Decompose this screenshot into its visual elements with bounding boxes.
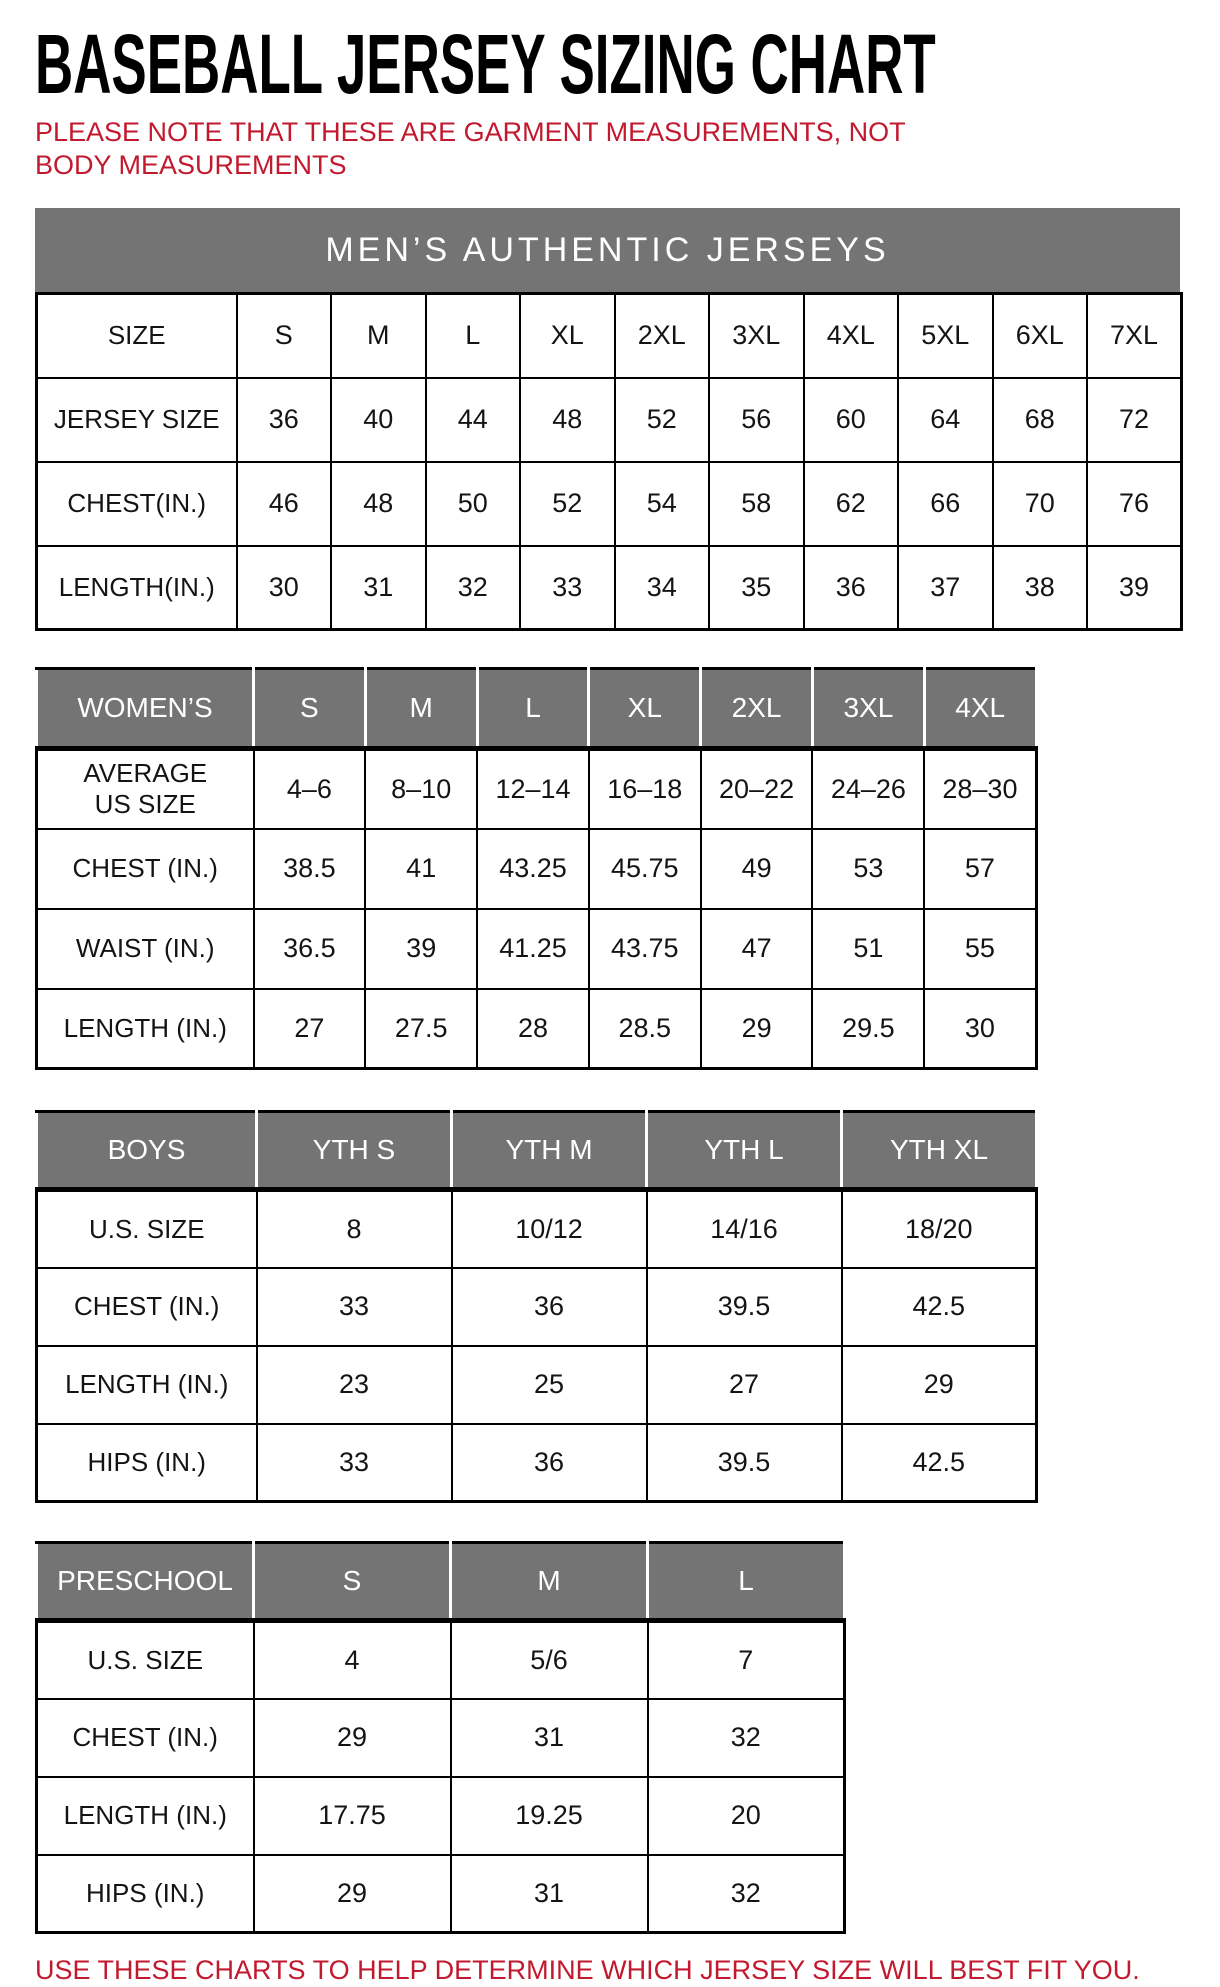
value-cell: 40 bbox=[331, 378, 426, 462]
value-cell: 29 bbox=[254, 1855, 451, 1933]
value-cell: 20–22 bbox=[701, 749, 813, 829]
value-cell: 52 bbox=[615, 378, 710, 462]
value-cell: 36 bbox=[452, 1268, 647, 1346]
row-label-cell: LENGTH (IN.) bbox=[37, 989, 254, 1069]
row-label-cell: U.S. SIZE bbox=[37, 1621, 254, 1699]
value-cell: 27.5 bbox=[365, 989, 477, 1069]
column-header-cell: YTH XL bbox=[842, 1112, 1037, 1190]
table-header-row bbox=[37, 1112, 1037, 1190]
table-row bbox=[37, 749, 1037, 829]
column-header-cell: 4XL bbox=[804, 294, 899, 378]
value-cell: 56 bbox=[709, 378, 804, 462]
value-cell: 35 bbox=[709, 546, 804, 630]
value-cell: 23 bbox=[257, 1346, 452, 1424]
womens-size-table bbox=[35, 667, 1038, 1070]
preschool-size-table bbox=[35, 1541, 846, 1934]
value-cell: 36.5 bbox=[254, 909, 366, 989]
column-header-cell: 3XL bbox=[812, 669, 924, 749]
column-header-cell: XL bbox=[520, 294, 615, 378]
table-row bbox=[37, 1699, 845, 1777]
table-row bbox=[37, 1424, 1037, 1502]
column-header-cell: 5XL bbox=[898, 294, 993, 378]
value-cell: 33 bbox=[257, 1424, 452, 1502]
value-cell: 58 bbox=[709, 462, 804, 546]
table-title-cell: BOYS bbox=[37, 1112, 257, 1190]
row-label-cell: CHEST (IN.) bbox=[37, 1268, 257, 1346]
mens-size-table bbox=[35, 292, 1183, 631]
value-cell: 25 bbox=[452, 1346, 647, 1424]
column-header-cell: M bbox=[365, 669, 477, 749]
womens-section bbox=[35, 667, 1185, 1070]
column-header-cell: L bbox=[477, 669, 589, 749]
table-header-row bbox=[37, 1543, 845, 1621]
row-label-text: AVERAGE US SIZE bbox=[83, 758, 208, 820]
value-cell: 39 bbox=[1087, 546, 1182, 630]
value-cell: 4 bbox=[254, 1621, 451, 1699]
value-cell: 4–6 bbox=[254, 749, 366, 829]
column-header-cell: 7XL bbox=[1087, 294, 1182, 378]
page-title: BASEBALL JERSEY SIZING CHART bbox=[35, 17, 936, 111]
garment-measurements-note: PLEASE NOTE THAT THESE ARE GARMENT MEASUREMENTS, NOT BODY MEASUREMENTS bbox=[35, 117, 906, 180]
row-label-cell: LENGTH (IN.) bbox=[37, 1777, 254, 1855]
value-cell: 53 bbox=[812, 829, 924, 909]
column-header-cell: YTH S bbox=[257, 1112, 452, 1190]
row-label-cell: SIZE bbox=[37, 294, 237, 378]
value-cell: 32 bbox=[426, 546, 521, 630]
value-cell: 38.5 bbox=[254, 829, 366, 909]
row-label-cell: LENGTH(IN.) bbox=[37, 546, 237, 630]
column-header-cell: YTH L bbox=[647, 1112, 842, 1190]
value-cell: 42.5 bbox=[842, 1424, 1037, 1502]
value-cell: 7 bbox=[648, 1621, 845, 1699]
value-cell: 31 bbox=[451, 1855, 648, 1933]
row-label-cell: HIPS (IN.) bbox=[37, 1855, 254, 1933]
table-header-row bbox=[37, 669, 1037, 749]
value-cell: 55 bbox=[924, 909, 1036, 989]
value-cell: 64 bbox=[898, 378, 993, 462]
column-header-cell: 2XL bbox=[701, 669, 813, 749]
column-header-cell: L bbox=[426, 294, 521, 378]
row-label-cell: CHEST (IN.) bbox=[37, 1699, 254, 1777]
table-title-cell: WOMEN’S bbox=[37, 669, 254, 749]
value-cell: 8 bbox=[257, 1190, 452, 1268]
table-row bbox=[37, 989, 1037, 1069]
value-cell: 70 bbox=[993, 462, 1088, 546]
column-header-cell: XL bbox=[589, 669, 701, 749]
column-header-cell: 2XL bbox=[615, 294, 710, 378]
value-cell: 66 bbox=[898, 462, 993, 546]
row-label-cell: U.S. SIZE bbox=[37, 1190, 257, 1268]
value-cell: 32 bbox=[648, 1699, 845, 1777]
value-cell: 34 bbox=[615, 546, 710, 630]
row-label-cell bbox=[37, 749, 254, 829]
table-row bbox=[37, 909, 1037, 989]
row-label-cell: JERSEY SIZE bbox=[37, 378, 237, 462]
row-label-cell: WAIST (IN.) bbox=[37, 909, 254, 989]
column-header-cell: 3XL bbox=[709, 294, 804, 378]
value-cell: 24–26 bbox=[812, 749, 924, 829]
value-cell: 14/16 bbox=[647, 1190, 842, 1268]
row-label-cell: HIPS (IN.) bbox=[37, 1424, 257, 1502]
preschool-section bbox=[35, 1541, 1185, 1934]
value-cell: 42.5 bbox=[842, 1268, 1037, 1346]
table-row bbox=[37, 1346, 1037, 1424]
value-cell: 31 bbox=[331, 546, 426, 630]
value-cell: 41.25 bbox=[477, 909, 589, 989]
value-cell: 28 bbox=[477, 989, 589, 1069]
value-cell: 32 bbox=[648, 1855, 845, 1933]
table-row bbox=[37, 1777, 845, 1855]
value-cell: 45.75 bbox=[589, 829, 701, 909]
column-header-cell: 4XL bbox=[924, 669, 1036, 749]
value-cell: 18/20 bbox=[842, 1190, 1037, 1268]
value-cell: 27 bbox=[647, 1346, 842, 1424]
value-cell: 28–30 bbox=[924, 749, 1036, 829]
table-row bbox=[37, 1268, 1037, 1346]
value-cell: 39.5 bbox=[647, 1268, 842, 1346]
value-cell: 31 bbox=[451, 1699, 648, 1777]
row-label-cell: CHEST (IN.) bbox=[37, 829, 254, 909]
column-header-cell: S bbox=[237, 294, 332, 378]
value-cell: 29 bbox=[701, 989, 813, 1069]
value-cell: 68 bbox=[993, 378, 1088, 462]
value-cell: 30 bbox=[924, 989, 1036, 1069]
value-cell: 51 bbox=[812, 909, 924, 989]
value-cell: 29 bbox=[254, 1699, 451, 1777]
value-cell: 39.5 bbox=[647, 1424, 842, 1502]
column-header-cell: M bbox=[451, 1543, 648, 1621]
mens-banner: MEN’S AUTHENTIC JERSEYS bbox=[35, 208, 1180, 292]
column-header-cell: YTH M bbox=[452, 1112, 647, 1190]
value-cell: 10/12 bbox=[452, 1190, 647, 1268]
value-cell: 62 bbox=[804, 462, 899, 546]
value-cell: 54 bbox=[615, 462, 710, 546]
value-cell: 47 bbox=[701, 909, 813, 989]
value-cell: 52 bbox=[520, 462, 615, 546]
mens-section bbox=[35, 208, 1185, 631]
boys-section bbox=[35, 1110, 1185, 1503]
row-label-cell: LENGTH (IN.) bbox=[37, 1346, 257, 1424]
value-cell: 57 bbox=[924, 829, 1036, 909]
value-cell: 43.25 bbox=[477, 829, 589, 909]
value-cell: 49 bbox=[701, 829, 813, 909]
table-row bbox=[37, 294, 1182, 378]
value-cell: 33 bbox=[520, 546, 615, 630]
value-cell: 50 bbox=[426, 462, 521, 546]
table-row bbox=[37, 1855, 845, 1933]
value-cell: 44 bbox=[426, 378, 521, 462]
fit-advice-note: USE THESE CHARTS TO HELP DETERMINE WHICH JERSEY SIZE WILL BEST FIT YOU. bbox=[35, 1955, 1140, 1985]
value-cell: 5/6 bbox=[451, 1621, 648, 1699]
value-cell: 76 bbox=[1087, 462, 1182, 546]
value-cell: 41 bbox=[365, 829, 477, 909]
table-row bbox=[37, 546, 1182, 630]
boys-size-table bbox=[35, 1110, 1038, 1503]
column-header-cell: 6XL bbox=[993, 294, 1088, 378]
table-row bbox=[37, 1190, 1037, 1268]
value-cell: 39 bbox=[365, 909, 477, 989]
value-cell: 28.5 bbox=[589, 989, 701, 1069]
value-cell: 29.5 bbox=[812, 989, 924, 1069]
column-header-cell: M bbox=[331, 294, 426, 378]
value-cell: 38 bbox=[993, 546, 1088, 630]
value-cell: 29 bbox=[842, 1346, 1037, 1424]
value-cell: 46 bbox=[237, 462, 332, 546]
value-cell: 36 bbox=[804, 546, 899, 630]
value-cell: 72 bbox=[1087, 378, 1182, 462]
value-cell: 36 bbox=[237, 378, 332, 462]
value-cell: 48 bbox=[520, 378, 615, 462]
table-row bbox=[37, 462, 1182, 546]
value-cell: 17.75 bbox=[254, 1777, 451, 1855]
value-cell: 48 bbox=[331, 462, 426, 546]
value-cell: 8–10 bbox=[365, 749, 477, 829]
table-row bbox=[37, 829, 1037, 909]
value-cell: 37 bbox=[898, 546, 993, 630]
value-cell: 60 bbox=[804, 378, 899, 462]
value-cell: 12–14 bbox=[477, 749, 589, 829]
column-header-cell: S bbox=[254, 669, 366, 749]
value-cell: 16–18 bbox=[589, 749, 701, 829]
value-cell: 33 bbox=[257, 1268, 452, 1346]
row-label-cell: CHEST(IN.) bbox=[37, 462, 237, 546]
table-row bbox=[37, 1621, 845, 1699]
value-cell: 43.75 bbox=[589, 909, 701, 989]
column-header-cell: L bbox=[648, 1543, 845, 1621]
table-row bbox=[37, 378, 1182, 462]
column-header-cell: S bbox=[254, 1543, 451, 1621]
value-cell: 19.25 bbox=[451, 1777, 648, 1855]
value-cell: 20 bbox=[648, 1777, 845, 1855]
value-cell: 30 bbox=[237, 546, 332, 630]
table-title-cell: PRESCHOOL bbox=[37, 1543, 254, 1621]
value-cell: 27 bbox=[254, 989, 366, 1069]
value-cell: 36 bbox=[452, 1424, 647, 1502]
